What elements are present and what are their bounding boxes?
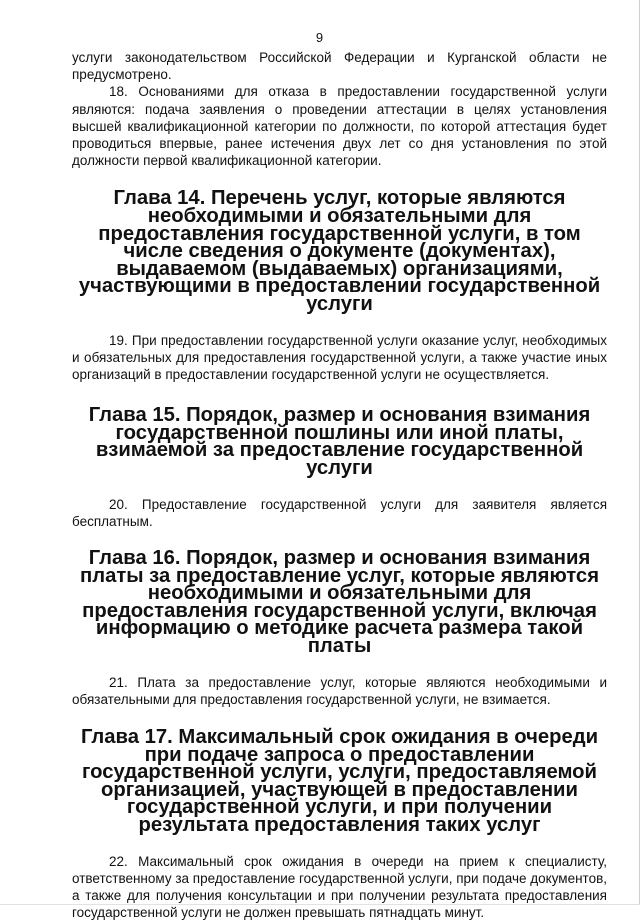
paragraph-19: 19. При предоставлении государственной услуги оказание услуг, необходимых и обязательных для предоставления государственной услуги, а также участие иных организаций в предоставлении государственной услуги не осуществляется. xyxy=(72,332,607,384)
page-number: 9 xyxy=(0,30,639,45)
paragraph-20: 20. Предоставление государственной услуги для заявителя является бесплатным. xyxy=(72,496,607,530)
document-body xyxy=(72,49,607,921)
paragraph-18: 18. Основаниями для отказа в предоставлении государственной услуги являются: подача заявления о проведении аттестации в целях установления высшей квалификационной категории по должности, по которой аттестация будет проводиться впервые, ранее истечения двух лет со дня установления по этой должности первой квалификационной категории. xyxy=(72,83,607,169)
chapter-15-heading: Глава 15. Порядок, размер и основания взимания государственной пошлины или иной платы, взимаемой за предоставление государственной услуги xyxy=(72,407,607,477)
paragraph-22: 22. Максимальный срок ожидания в очереди на прием к специалисту, ответственному за предоставление государственной услуги, при подаче документов, а также для получения консультации и при получении результата предоставления государственной услуги не должен превышать пятнадцать минут. xyxy=(72,853,607,921)
chapter-17-heading: Глава 17. Максимальный срок ожидания в очереди при подаче запроса о предоставлении государственной услуги, услуги, предоставляемой организацией, участвующей в предоставлении государственной услуги, и при получении результата предоставления таких услуг xyxy=(72,729,607,835)
paragraph-continuation: услуги законодательством Российской Федерации и Курганской области не предусмотрено. xyxy=(72,49,607,83)
chapter-14-heading: Глава 14. Перечень услуг, которые являются необходимыми и обязательными для предоставления государственной услуги, в том числе сведения о документе (документах), выдаваемом (выдаваемых) организациями, участвующими в предоставлении государственной услуги xyxy=(72,190,607,313)
paragraph-21: 21. Плата за предоставление услуг, которые являются необходимыми и обязательными для предоставления государственной услуги, не взимается. xyxy=(72,674,607,708)
chapter-16-heading: Глава 16. Порядок, размер и основания взимания платы за предоставление услуг, которые являются необходимыми и обязательными для предоставления государственной услуги, включая информацию о методике расчета размера такой платы xyxy=(72,550,607,656)
